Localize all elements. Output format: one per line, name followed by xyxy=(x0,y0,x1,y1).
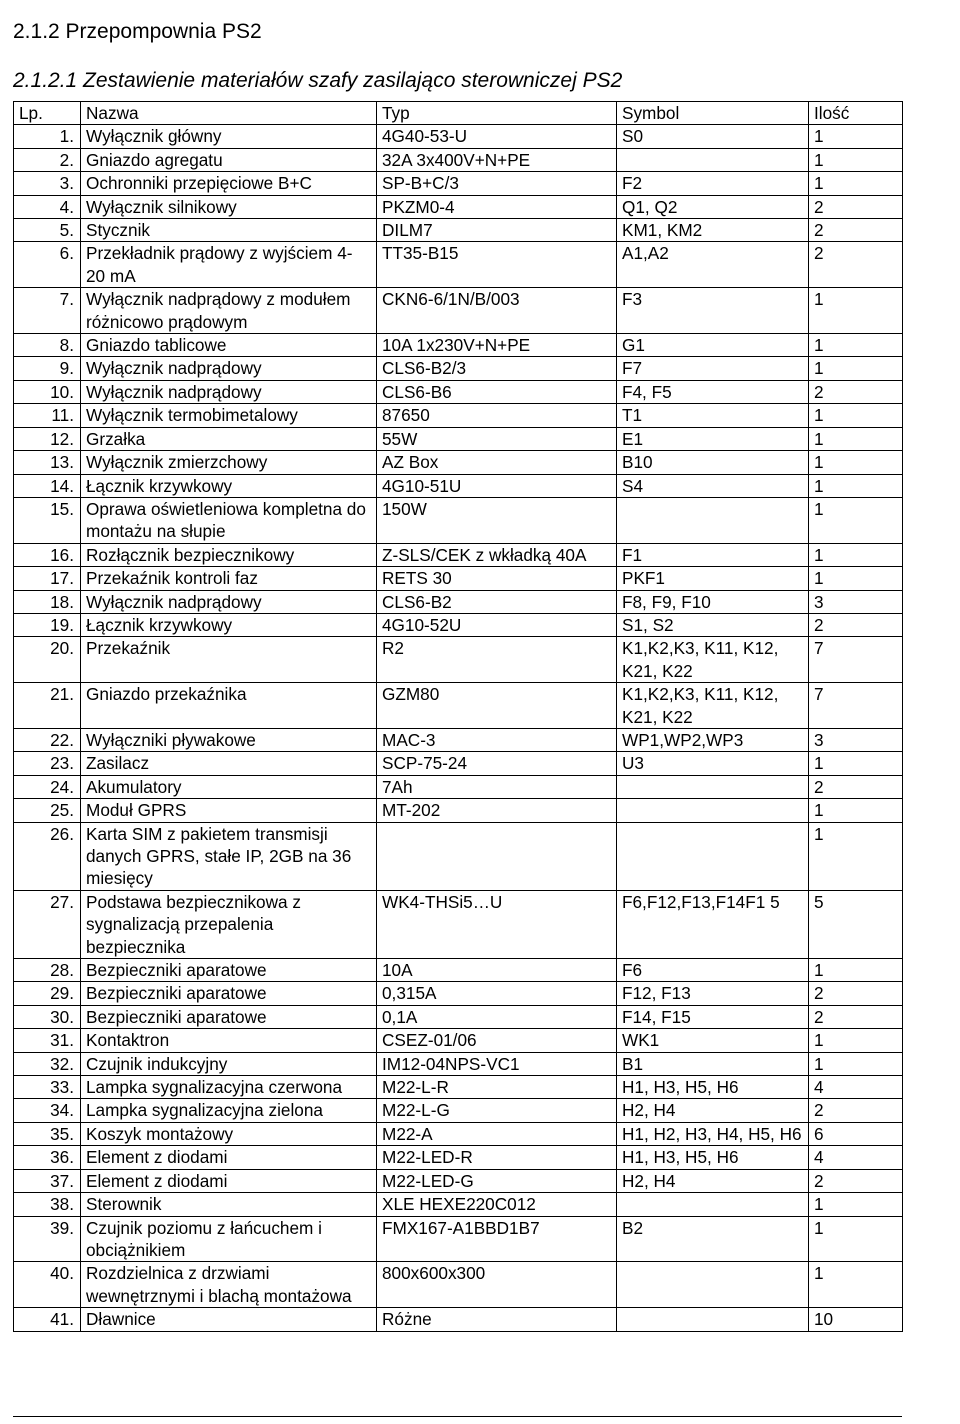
table-row xyxy=(14,148,903,171)
cell-nazwa: Lampka sygnalizacyjna czerwona xyxy=(81,1076,377,1099)
cell-ilosc: 1 xyxy=(809,752,903,775)
cell-ilosc: 2 xyxy=(809,219,903,242)
cell-symbol xyxy=(617,799,809,822)
cell-typ: 32A 3x400V+N+PE xyxy=(377,148,617,171)
cell-symbol: H2, H4 xyxy=(617,1099,809,1122)
cell-nazwa: Wyłącznik nadprądowy z modułem różnicowo prądowym xyxy=(81,288,377,334)
table-row xyxy=(14,1052,903,1075)
table-row xyxy=(14,1262,903,1308)
cell-lp: 28. xyxy=(14,959,81,982)
cell-typ: M22-L-G xyxy=(377,1099,617,1122)
table-row xyxy=(14,1122,903,1145)
table-row xyxy=(14,242,903,288)
cell-nazwa: Łącznik krzywkowy xyxy=(81,474,377,497)
cell-nazwa: Rozłącznik bezpiecznikowy xyxy=(81,543,377,566)
table-row xyxy=(14,567,903,590)
cell-nazwa: Sterownik xyxy=(81,1193,377,1216)
table-row xyxy=(14,1308,903,1331)
cell-lp: 40. xyxy=(14,1262,81,1308)
cell-nazwa: Bezpieczniki aparatowe xyxy=(81,982,377,1005)
cell-lp: 32. xyxy=(14,1052,81,1075)
cell-typ: M22-A xyxy=(377,1122,617,1145)
cell-ilosc: 1 xyxy=(809,1262,903,1308)
cell-symbol: F6 xyxy=(617,959,809,982)
cell-typ: CLS6-B6 xyxy=(377,380,617,403)
table-row xyxy=(14,288,903,334)
cell-ilosc: 3 xyxy=(809,728,903,751)
cell-typ: TT35-B15 xyxy=(377,242,617,288)
cell-ilosc: 1 xyxy=(809,357,903,380)
cell-lp: 22. xyxy=(14,728,81,751)
cell-symbol: F3 xyxy=(617,288,809,334)
table-row xyxy=(14,474,903,497)
cell-ilosc: 7 xyxy=(809,637,903,683)
table-row xyxy=(14,1216,903,1262)
cell-lp: 34. xyxy=(14,1099,81,1122)
cell-nazwa: Wyłącznik termobimetalowy xyxy=(81,404,377,427)
cell-lp: 30. xyxy=(14,1005,81,1028)
cell-symbol xyxy=(617,1193,809,1216)
cell-symbol: S1, S2 xyxy=(617,613,809,636)
cell-typ: RETS 30 xyxy=(377,567,617,590)
cell-lp: 39. xyxy=(14,1216,81,1262)
cell-ilosc: 2 xyxy=(809,982,903,1005)
table-row xyxy=(14,1005,903,1028)
cell-ilosc: 2 xyxy=(809,775,903,798)
subsection-heading: 2.1.2.1 Zestawienie materiałów szafy zasilająco sterowniczej PS2 xyxy=(13,69,623,92)
cell-typ: AZ Box xyxy=(377,451,617,474)
cell-lp: 26. xyxy=(14,822,81,890)
cell-typ: 4G10-52U xyxy=(377,613,617,636)
cell-typ: 0,1A xyxy=(377,1005,617,1028)
cell-typ: R2 xyxy=(377,637,617,683)
cell-symbol: Q1, Q2 xyxy=(617,195,809,218)
cell-nazwa: Ochronniki przepięciowe B+C xyxy=(81,172,377,195)
cell-lp: 9. xyxy=(14,357,81,380)
table-row xyxy=(14,404,903,427)
cell-typ: WK4-THSi5…U xyxy=(377,890,617,958)
cell-symbol: F6,F12,F13,F14F1 5 xyxy=(617,890,809,958)
cell-lp: 10. xyxy=(14,380,81,403)
cell-lp: 19. xyxy=(14,613,81,636)
table-row xyxy=(14,497,903,543)
cell-lp: 17. xyxy=(14,567,81,590)
table-row xyxy=(14,543,903,566)
cell-typ: CSEZ-01/06 xyxy=(377,1029,617,1052)
cell-symbol: B10 xyxy=(617,451,809,474)
table-row xyxy=(14,219,903,242)
cell-symbol: F12, F13 xyxy=(617,982,809,1005)
cell-nazwa: Element z diodami xyxy=(81,1146,377,1169)
cell-typ: 7Ah xyxy=(377,775,617,798)
cell-ilosc: 2 xyxy=(809,380,903,403)
cell-symbol xyxy=(617,1262,809,1308)
cell-typ: CLS6-B2 xyxy=(377,590,617,613)
table-row xyxy=(14,1146,903,1169)
table-row xyxy=(14,683,903,729)
cell-typ: 4G10-51U xyxy=(377,474,617,497)
cell-lp: 31. xyxy=(14,1029,81,1052)
cell-lp: 16. xyxy=(14,543,81,566)
cell-symbol: WP1,WP2,WP3 xyxy=(617,728,809,751)
table-header-row xyxy=(14,102,903,125)
cell-lp: 6. xyxy=(14,242,81,288)
cell-ilosc: 1 xyxy=(809,404,903,427)
header-lp: Lp. xyxy=(14,102,81,125)
cell-lp: 23. xyxy=(14,752,81,775)
cell-nazwa: Rozdzielnica z drzwiami wewnętrznymi i blachą montażowa xyxy=(81,1262,377,1308)
table-row xyxy=(14,752,903,775)
table-row xyxy=(14,451,903,474)
table-row xyxy=(14,890,903,958)
cell-lp: 1. xyxy=(14,125,81,148)
cell-nazwa: Lampka sygnalizacyjna zielona xyxy=(81,1099,377,1122)
cell-nazwa: Stycznik xyxy=(81,219,377,242)
cell-symbol: H1, H3, H5, H6 xyxy=(617,1076,809,1099)
cell-symbol: KM1, KM2 xyxy=(617,219,809,242)
cell-lp: 24. xyxy=(14,775,81,798)
table-row xyxy=(14,982,903,1005)
cell-symbol: B1 xyxy=(617,1052,809,1075)
cell-nazwa: Wyłącznik nadprądowy xyxy=(81,380,377,403)
cell-symbol: F4, F5 xyxy=(617,380,809,403)
cell-lp: 25. xyxy=(14,799,81,822)
cell-nazwa: Gniazdo tablicowe xyxy=(81,334,377,357)
table-row xyxy=(14,172,903,195)
cell-ilosc: 1 xyxy=(809,543,903,566)
cell-typ: IM12-04NPS-VC1 xyxy=(377,1052,617,1075)
cell-ilosc: 2 xyxy=(809,1099,903,1122)
cell-ilosc: 1 xyxy=(809,334,903,357)
cell-ilosc: 1 xyxy=(809,172,903,195)
table-row xyxy=(14,427,903,450)
cell-ilosc: 1 xyxy=(809,1029,903,1052)
cell-lp: 38. xyxy=(14,1193,81,1216)
cell-nazwa: Moduł GPRS xyxy=(81,799,377,822)
cell-typ: SP-B+C/3 xyxy=(377,172,617,195)
cell-ilosc: 7 xyxy=(809,683,903,729)
cell-typ xyxy=(377,822,617,890)
cell-ilosc: 1 xyxy=(809,959,903,982)
cell-typ: CKN6-6/1N/B/003 xyxy=(377,288,617,334)
cell-lp: 36. xyxy=(14,1146,81,1169)
table-row xyxy=(14,125,903,148)
cell-typ: MT-202 xyxy=(377,799,617,822)
table-row xyxy=(14,822,903,890)
cell-nazwa: Oprawa oświetleniowa kompletna do montażu na słupie xyxy=(81,497,377,543)
section-heading: 2.1.2 Przepompownia PS2 xyxy=(13,20,262,43)
cell-ilosc: 1 xyxy=(809,497,903,543)
cell-lp: 8. xyxy=(14,334,81,357)
cell-ilosc: 1 xyxy=(809,474,903,497)
cell-lp: 20. xyxy=(14,637,81,683)
cell-ilosc: 1 xyxy=(809,1216,903,1262)
cell-nazwa: Gniazdo agregatu xyxy=(81,148,377,171)
cell-symbol xyxy=(617,1308,809,1331)
cell-nazwa: Czujnik poziomu z łańcuchem i obciążnikiem xyxy=(81,1216,377,1262)
cell-symbol: K1,K2,K3, K11, K12, K21, K22 xyxy=(617,637,809,683)
cell-typ: PKZM0-4 xyxy=(377,195,617,218)
cell-typ: GZM80 xyxy=(377,683,617,729)
cell-ilosc: 1 xyxy=(809,288,903,334)
cell-nazwa: Wyłącznik nadprądowy xyxy=(81,357,377,380)
cell-symbol: U3 xyxy=(617,752,809,775)
cell-nazwa: Zasilacz xyxy=(81,752,377,775)
cell-symbol xyxy=(617,497,809,543)
cell-typ: M22-L-R xyxy=(377,1076,617,1099)
cell-typ: 4G40-53-U xyxy=(377,125,617,148)
cell-typ: 800x600x300 xyxy=(377,1262,617,1308)
cell-lp: 35. xyxy=(14,1122,81,1145)
cell-typ: SCP-75-24 xyxy=(377,752,617,775)
cell-typ: CLS6-B2/3 xyxy=(377,357,617,380)
cell-typ: 10A xyxy=(377,959,617,982)
cell-symbol: F14, F15 xyxy=(617,1005,809,1028)
cell-lp: 18. xyxy=(14,590,81,613)
cell-nazwa: Bezpieczniki aparatowe xyxy=(81,959,377,982)
cell-lp: 37. xyxy=(14,1169,81,1192)
cell-lp: 14. xyxy=(14,474,81,497)
cell-symbol: H1, H3, H5, H6 xyxy=(617,1146,809,1169)
cell-lp: 7. xyxy=(14,288,81,334)
cell-nazwa: Kontaktron xyxy=(81,1029,377,1052)
cell-symbol xyxy=(617,775,809,798)
header-symbol: Symbol xyxy=(617,102,809,125)
cell-nazwa: Grzałka xyxy=(81,427,377,450)
cell-lp: 11. xyxy=(14,404,81,427)
cell-ilosc: 1 xyxy=(809,567,903,590)
cell-typ: MAC-3 xyxy=(377,728,617,751)
cell-nazwa: Gniazdo przekaźnika xyxy=(81,683,377,729)
cell-nazwa: Koszyk montażowy xyxy=(81,1122,377,1145)
cell-symbol: E1 xyxy=(617,427,809,450)
cell-ilosc: 1 xyxy=(809,125,903,148)
cell-nazwa: Przekaźnik kontroli faz xyxy=(81,567,377,590)
table-row xyxy=(14,590,903,613)
cell-lp: 4. xyxy=(14,195,81,218)
table-row xyxy=(14,1076,903,1099)
table-row xyxy=(14,613,903,636)
cell-symbol: T1 xyxy=(617,404,809,427)
cell-nazwa: Akumulatory xyxy=(81,775,377,798)
materials-table xyxy=(13,101,903,1332)
cell-symbol xyxy=(617,822,809,890)
cell-nazwa: Element z diodami xyxy=(81,1169,377,1192)
cell-symbol: S0 xyxy=(617,125,809,148)
footer-rule xyxy=(13,1416,902,1417)
cell-nazwa: Karta SIM z pakietem transmisji danych GPRS, stałe IP, 2GB na 36 miesięcy xyxy=(81,822,377,890)
cell-symbol: F2 xyxy=(617,172,809,195)
cell-ilosc: 1 xyxy=(809,1052,903,1075)
table-row xyxy=(14,1193,903,1216)
table-row xyxy=(14,1099,903,1122)
cell-ilosc: 4 xyxy=(809,1146,903,1169)
cell-ilosc: 1 xyxy=(809,148,903,171)
cell-lp: 15. xyxy=(14,497,81,543)
cell-typ: Z-SLS/CEK z wkładką 40A xyxy=(377,543,617,566)
cell-ilosc: 2 xyxy=(809,242,903,288)
table-row xyxy=(14,728,903,751)
cell-nazwa: Wyłącznik zmierzchowy xyxy=(81,451,377,474)
table-row xyxy=(14,637,903,683)
cell-nazwa: Dławnice xyxy=(81,1308,377,1331)
cell-typ: Różne xyxy=(377,1308,617,1331)
table-row xyxy=(14,195,903,218)
cell-lp: 27. xyxy=(14,890,81,958)
cell-typ: M22-LED-R xyxy=(377,1146,617,1169)
cell-symbol: F8, F9, F10 xyxy=(617,590,809,613)
cell-ilosc: 1 xyxy=(809,451,903,474)
cell-ilosc: 5 xyxy=(809,890,903,958)
cell-symbol: G1 xyxy=(617,334,809,357)
cell-ilosc: 3 xyxy=(809,590,903,613)
cell-nazwa: Bezpieczniki aparatowe xyxy=(81,1005,377,1028)
cell-typ: DILM7 xyxy=(377,219,617,242)
cell-lp: 12. xyxy=(14,427,81,450)
cell-ilosc: 2 xyxy=(809,613,903,636)
cell-nazwa: Przekaźnik xyxy=(81,637,377,683)
table-row xyxy=(14,959,903,982)
cell-typ: M22-LED-G xyxy=(377,1169,617,1192)
cell-ilosc: 1 xyxy=(809,427,903,450)
table-row xyxy=(14,380,903,403)
cell-lp: 29. xyxy=(14,982,81,1005)
cell-nazwa: Przekładnik prądowy z wyjściem 4-20 mA xyxy=(81,242,377,288)
cell-ilosc: 4 xyxy=(809,1076,903,1099)
cell-lp: 41. xyxy=(14,1308,81,1331)
cell-typ: 55W xyxy=(377,427,617,450)
cell-symbol: PKF1 xyxy=(617,567,809,590)
header-ilosc: Ilość xyxy=(809,102,903,125)
cell-symbol: H1, H2, H3, H4, H5, H6 xyxy=(617,1122,809,1145)
cell-typ: 10A 1x230V+N+PE xyxy=(377,334,617,357)
cell-typ: XLE HEXE220C012 xyxy=(377,1193,617,1216)
cell-ilosc: 2 xyxy=(809,195,903,218)
cell-lp: 5. xyxy=(14,219,81,242)
cell-symbol xyxy=(617,148,809,171)
cell-lp: 2. xyxy=(14,148,81,171)
table-row xyxy=(14,1029,903,1052)
cell-symbol: S4 xyxy=(617,474,809,497)
table-row xyxy=(14,1169,903,1192)
cell-symbol: F7 xyxy=(617,357,809,380)
table-row xyxy=(14,799,903,822)
table-row xyxy=(14,334,903,357)
cell-typ: 0,315A xyxy=(377,982,617,1005)
table-row xyxy=(14,357,903,380)
cell-nazwa: Wyłącznik silnikowy xyxy=(81,195,377,218)
cell-ilosc: 2 xyxy=(809,1169,903,1192)
cell-symbol: K1,K2,K3, K11, K12, K21, K22 xyxy=(617,683,809,729)
cell-typ: FMX167-A1BBD1B7 xyxy=(377,1216,617,1262)
cell-lp: 3. xyxy=(14,172,81,195)
header-typ: Typ xyxy=(377,102,617,125)
cell-ilosc: 6 xyxy=(809,1122,903,1145)
cell-lp: 33. xyxy=(14,1076,81,1099)
cell-ilosc: 1 xyxy=(809,1193,903,1216)
table-row xyxy=(14,775,903,798)
cell-nazwa: Wyłącznik nadprądowy xyxy=(81,590,377,613)
cell-nazwa: Wyłącznik główny xyxy=(81,125,377,148)
cell-symbol: F1 xyxy=(617,543,809,566)
cell-nazwa: Czujnik indukcyjny xyxy=(81,1052,377,1075)
cell-symbol: B2 xyxy=(617,1216,809,1262)
cell-lp: 13. xyxy=(14,451,81,474)
cell-symbol: WK1 xyxy=(617,1029,809,1052)
cell-nazwa: Podstawa bezpiecznikowa z sygnalizacją przepalenia bezpiecznika xyxy=(81,890,377,958)
cell-typ: 87650 xyxy=(377,404,617,427)
cell-typ: 150W xyxy=(377,497,617,543)
cell-ilosc: 10 xyxy=(809,1308,903,1331)
cell-ilosc: 2 xyxy=(809,1005,903,1028)
cell-nazwa: Wyłączniki pływakowe xyxy=(81,728,377,751)
cell-ilosc: 1 xyxy=(809,799,903,822)
header-nazwa: Nazwa xyxy=(81,102,377,125)
cell-nazwa: Łącznik krzywkowy xyxy=(81,613,377,636)
cell-symbol: A1,A2 xyxy=(617,242,809,288)
cell-lp: 21. xyxy=(14,683,81,729)
cell-symbol: H2, H4 xyxy=(617,1169,809,1192)
cell-ilosc: 1 xyxy=(809,822,903,890)
